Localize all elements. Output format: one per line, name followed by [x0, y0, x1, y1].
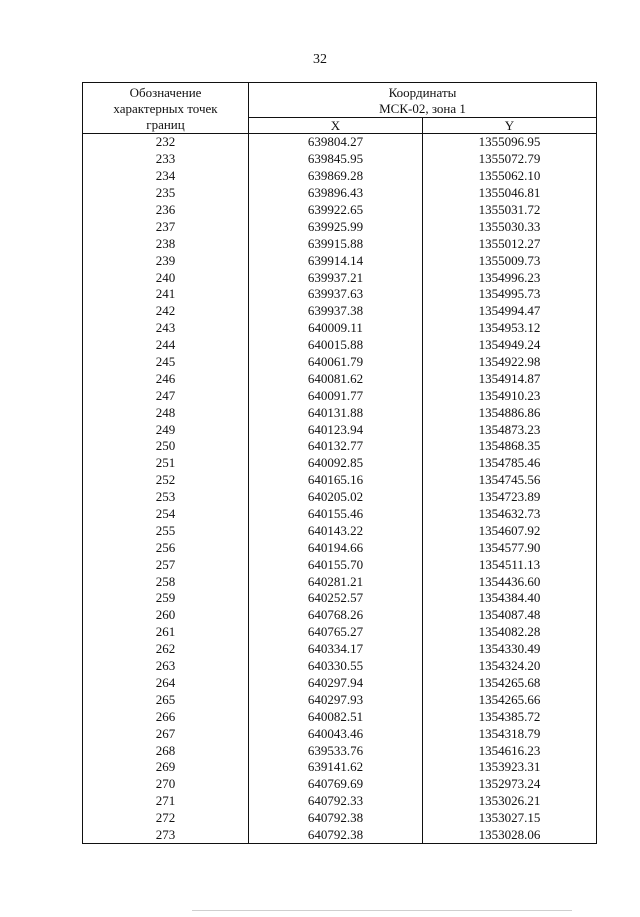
table-row	[83, 607, 597, 624]
point-number-cell: 269	[83, 759, 249, 776]
scan-edge-line	[192, 910, 572, 911]
table-row	[83, 320, 597, 337]
x-coordinate-cell: 640194.66	[249, 539, 423, 556]
x-coordinate-cell: 640123.94	[249, 421, 423, 438]
point-number-cell: 252	[83, 472, 249, 489]
x-coordinate-cell: 640061.79	[249, 354, 423, 371]
point-designation-header-text: Обозначение характерных точек границ	[113, 85, 218, 132]
y-coordinate-cell: 1354745.56	[423, 472, 597, 489]
coordinates-header-title: Координаты	[388, 84, 457, 100]
point-number-cell: 235	[83, 185, 249, 202]
y-coordinate-cell: 1354607.92	[423, 522, 597, 539]
x-coordinate-cell: 640765.27	[249, 624, 423, 641]
table-row	[83, 793, 597, 810]
point-number-cell: 240	[83, 269, 249, 286]
x-coordinate-cell: 640015.88	[249, 337, 423, 354]
y-coordinate-cell: 1355012.27	[423, 235, 597, 252]
x-coordinate-cell: 639869.28	[249, 168, 423, 185]
y-coordinate-cell: 1355072.79	[423, 151, 597, 168]
point-number-cell: 264	[83, 675, 249, 692]
table-row	[83, 658, 597, 675]
point-number-cell: 257	[83, 556, 249, 573]
table-row	[83, 151, 597, 168]
x-coordinate-cell: 639896.43	[249, 185, 423, 202]
table-row	[83, 641, 597, 658]
table-row	[83, 624, 597, 641]
x-coordinate-cell: 640131.88	[249, 404, 423, 421]
point-number-cell: 256	[83, 539, 249, 556]
y-coordinate-cell: 1355046.81	[423, 185, 597, 202]
x-coordinate-cell: 640330.55	[249, 658, 423, 675]
point-number-cell: 241	[83, 286, 249, 303]
point-number-cell: 265	[83, 691, 249, 708]
page-number: 32	[313, 52, 327, 67]
table-row	[83, 252, 597, 269]
y-coordinate-cell: 1354632.73	[423, 506, 597, 523]
table-row	[83, 590, 597, 607]
x-coordinate-cell: 640132.77	[249, 438, 423, 455]
y-coordinate-cell: 1355062.10	[423, 168, 597, 185]
coordinates-header	[249, 83, 597, 118]
x-coordinate-cell: 640092.85	[249, 455, 423, 472]
table-row	[83, 370, 597, 387]
point-number-cell: 262	[83, 641, 249, 658]
table-row	[83, 776, 597, 793]
point-number-cell: 238	[83, 235, 249, 252]
point-number-cell: 247	[83, 387, 249, 404]
y-coordinate-cell: 1354436.60	[423, 573, 597, 590]
table-row	[83, 438, 597, 455]
x-coordinate-cell: 640252.57	[249, 590, 423, 607]
table-row	[83, 539, 597, 556]
table-row	[83, 708, 597, 725]
point-number-cell: 273	[83, 827, 249, 844]
point-number-cell: 266	[83, 708, 249, 725]
x-coordinate-cell: 640792.38	[249, 810, 423, 827]
table-row	[83, 810, 597, 827]
point-number-cell: 250	[83, 438, 249, 455]
y-coordinate-cell: 1355009.73	[423, 252, 597, 269]
point-number-cell: 244	[83, 337, 249, 354]
x-coordinate-cell: 640792.38	[249, 827, 423, 844]
y-coordinate-cell: 1355030.33	[423, 218, 597, 235]
y-coordinate-cell: 1354953.12	[423, 320, 597, 337]
y-coordinate-cell: 1354873.23	[423, 421, 597, 438]
y-coordinate-cell: 1354723.89	[423, 489, 597, 506]
table-row	[83, 235, 597, 252]
y-coordinate-cell: 1354324.20	[423, 658, 597, 675]
table-row	[83, 185, 597, 202]
y-coordinate-cell: 1354082.28	[423, 624, 597, 641]
y-coordinate-cell: 1354910.23	[423, 387, 597, 404]
x-coordinate-cell: 640155.70	[249, 556, 423, 573]
table-row	[83, 269, 597, 286]
table-row	[83, 742, 597, 759]
point-number-cell: 255	[83, 522, 249, 539]
y-coordinate-cell: 1354318.79	[423, 725, 597, 742]
x-coordinate-cell: 639845.95	[249, 151, 423, 168]
point-number-cell: 246	[83, 370, 249, 387]
y-coordinate-cell: 1354265.66	[423, 691, 597, 708]
point-number-cell: 233	[83, 151, 249, 168]
coordinate-system-label: МСК-02, зона 1	[379, 100, 466, 116]
table-row	[83, 675, 597, 692]
point-number-cell: 232	[83, 134, 249, 151]
y-coordinate-cell: 1354385.72	[423, 708, 597, 725]
point-designation-header	[83, 83, 249, 134]
point-number-cell: 237	[83, 218, 249, 235]
table-row	[83, 337, 597, 354]
point-number-cell: 251	[83, 455, 249, 472]
point-number-cell: 234	[83, 168, 249, 185]
x-coordinate-cell: 640281.21	[249, 573, 423, 590]
y-coordinate-cell: 1354922.98	[423, 354, 597, 371]
point-number-cell: 263	[83, 658, 249, 675]
table-row	[83, 421, 597, 438]
point-number-cell: 243	[83, 320, 249, 337]
y-coordinate-cell: 1354330.49	[423, 641, 597, 658]
table-row	[83, 455, 597, 472]
x-coordinate-cell: 640165.16	[249, 472, 423, 489]
table-row	[83, 168, 597, 185]
y-coordinate-cell: 1353027.15	[423, 810, 597, 827]
table-row	[83, 354, 597, 371]
x-coordinate-cell: 640297.94	[249, 675, 423, 692]
y-coordinate-cell: 1354785.46	[423, 455, 597, 472]
x-coordinate-cell: 640334.17	[249, 641, 423, 658]
point-number-cell: 258	[83, 573, 249, 590]
point-number-cell: 248	[83, 404, 249, 421]
table-row	[83, 286, 597, 303]
x-coordinate-cell: 639937.38	[249, 303, 423, 320]
x-coordinate-cell: 640091.77	[249, 387, 423, 404]
table-body	[83, 134, 597, 844]
x-coordinate-cell: 639937.21	[249, 269, 423, 286]
y-coordinate-cell: 1354996.23	[423, 269, 597, 286]
table-row	[83, 691, 597, 708]
table-row	[83, 725, 597, 742]
x-coordinate-cell: 639937.63	[249, 286, 423, 303]
y-column-header: Y	[423, 118, 597, 134]
table-row	[83, 573, 597, 590]
x-coordinate-cell: 639141.62	[249, 759, 423, 776]
y-coordinate-cell: 1354886.86	[423, 404, 597, 421]
x-coordinate-cell: 639914.14	[249, 252, 423, 269]
point-number-cell: 245	[83, 354, 249, 371]
table-row	[83, 404, 597, 421]
y-coordinate-cell: 1352973.24	[423, 776, 597, 793]
point-number-cell: 239	[83, 252, 249, 269]
table-row	[83, 556, 597, 573]
table-row	[83, 303, 597, 320]
point-number-cell: 271	[83, 793, 249, 810]
table-row	[83, 387, 597, 404]
x-coordinate-cell: 640143.22	[249, 522, 423, 539]
x-coordinate-cell: 640081.62	[249, 370, 423, 387]
x-coordinate-cell: 640043.46	[249, 725, 423, 742]
x-coordinate-cell: 640155.46	[249, 506, 423, 523]
point-number-cell: 253	[83, 489, 249, 506]
x-coordinate-cell: 639533.76	[249, 742, 423, 759]
y-coordinate-cell: 1354994.47	[423, 303, 597, 320]
x-coordinate-cell: 639804.27	[249, 134, 423, 151]
table-row	[83, 522, 597, 539]
x-coordinate-cell: 640768.26	[249, 607, 423, 624]
table-row	[83, 134, 597, 151]
y-coordinate-cell: 1354914.87	[423, 370, 597, 387]
y-coordinate-cell: 1354577.90	[423, 539, 597, 556]
point-number-cell: 242	[83, 303, 249, 320]
table-row	[83, 759, 597, 776]
point-number-cell: 268	[83, 742, 249, 759]
y-coordinate-cell: 1354995.73	[423, 286, 597, 303]
x-coordinate-cell: 640205.02	[249, 489, 423, 506]
x-coordinate-cell: 640792.33	[249, 793, 423, 810]
x-coordinate-cell: 640009.11	[249, 320, 423, 337]
point-number-cell: 249	[83, 421, 249, 438]
y-coordinate-cell: 1353923.31	[423, 759, 597, 776]
x-coordinate-cell: 639922.65	[249, 202, 423, 219]
y-coordinate-cell: 1355031.72	[423, 202, 597, 219]
table-row	[83, 506, 597, 523]
point-number-cell: 270	[83, 776, 249, 793]
x-coordinate-cell: 639925.99	[249, 218, 423, 235]
point-number-cell: 254	[83, 506, 249, 523]
x-coordinate-cell: 640769.69	[249, 776, 423, 793]
y-coordinate-cell: 1355096.95	[423, 134, 597, 151]
y-coordinate-cell: 1354087.48	[423, 607, 597, 624]
point-number-cell: 259	[83, 590, 249, 607]
y-coordinate-cell: 1353026.21	[423, 793, 597, 810]
table-row	[83, 202, 597, 219]
x-coordinate-cell: 639915.88	[249, 235, 423, 252]
x-column-header: X	[249, 118, 423, 134]
table-row	[83, 489, 597, 506]
y-coordinate-cell: 1354384.40	[423, 590, 597, 607]
table-row	[83, 827, 597, 844]
coordinates-table	[82, 82, 597, 844]
point-number-cell: 267	[83, 725, 249, 742]
point-number-cell: 272	[83, 810, 249, 827]
x-coordinate-cell: 640297.93	[249, 691, 423, 708]
x-coordinate-cell: 640082.51	[249, 708, 423, 725]
point-number-cell: 261	[83, 624, 249, 641]
point-number-cell: 236	[83, 202, 249, 219]
y-coordinate-cell: 1354949.24	[423, 337, 597, 354]
point-number-cell: 260	[83, 607, 249, 624]
table-row	[83, 218, 597, 235]
y-coordinate-cell: 1354868.35	[423, 438, 597, 455]
y-coordinate-cell: 1354265.68	[423, 675, 597, 692]
table-row	[83, 472, 597, 489]
y-coordinate-cell: 1353028.06	[423, 827, 597, 844]
y-coordinate-cell: 1354511.13	[423, 556, 597, 573]
y-coordinate-cell: 1354616.23	[423, 742, 597, 759]
